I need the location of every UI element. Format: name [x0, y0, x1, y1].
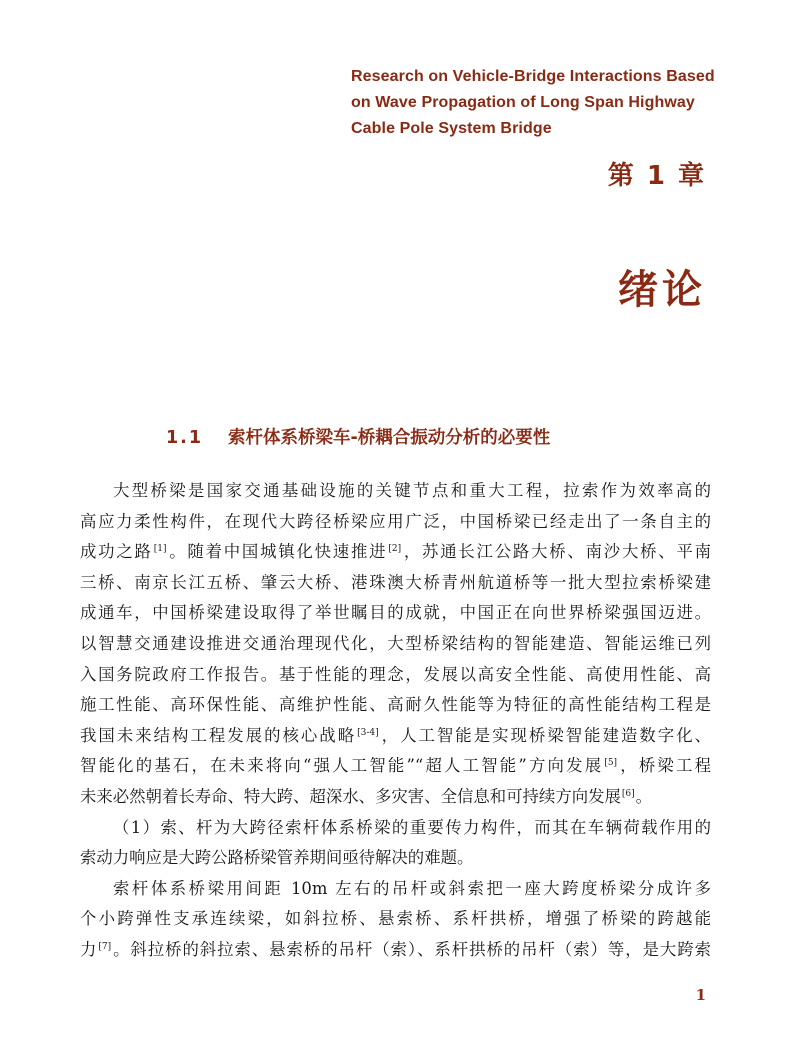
text-run: 。斜拉桥的斜拉索、悬索桥的吊杆（索）、系杆拱桥的吊杆（索）等，是大跨索	[112, 939, 711, 959]
paragraph-3-line-2	[80, 904, 711, 935]
text-run: 成功之路	[80, 542, 153, 562]
paragraph-1-line-1	[80, 476, 711, 507]
citation-ref-2: [2]	[388, 544, 402, 555]
citation-ref-6: [6]	[621, 788, 635, 799]
citation-ref-3-4: [3-4]	[357, 727, 379, 738]
citation-ref-7: [7]	[98, 941, 112, 952]
text-run: 成通车，中国桥梁建设取得了举世瞩目的成就，中国正在向世界桥梁强国迈进。	[80, 603, 711, 623]
paragraph-1-line-8	[80, 690, 711, 721]
paragraph-3-line-1	[80, 874, 711, 905]
text-run: ，人工智能是实现桥梁智能建造数字化、	[379, 725, 712, 745]
paragraph-2-line-2	[80, 843, 711, 874]
text-run: 入国务院政府工作报告。基于性能的理念，发展以高安全性能、高使用性能、高	[80, 664, 711, 684]
text-run: 。随着中国城镇化快速推进	[167, 542, 388, 562]
text-run: ，桥梁工程	[618, 756, 711, 776]
paragraph-1-line-5	[80, 598, 711, 629]
section-heading	[166, 424, 550, 449]
text-run: 索杆体系桥梁用间距 10m 左右的吊杆或斜索把一座大跨度桥梁分成许多	[113, 878, 711, 898]
paragraph-1-line-9	[80, 721, 711, 752]
text-run: 未来必然朝着长寿命、特大跨、超深水、多灾害、全信息和可持续方向发展	[80, 786, 621, 806]
running-head-line-1: Research on Vehicle-Bridge Interactions Based	[351, 68, 715, 85]
body-text	[80, 476, 711, 966]
section-title: 索杆体系桥梁车-桥耦合振动分析的必要性	[228, 428, 551, 448]
paragraph-2-line-1	[80, 813, 711, 844]
text-run: 力	[80, 939, 98, 959]
paragraph-3-line-3	[80, 935, 711, 966]
paragraph-1-line-2	[80, 507, 711, 538]
paragraph-1-line-3	[80, 537, 711, 568]
running-head-line-2: on Wave Propagation of Long Span Highway	[351, 94, 695, 111]
citation-ref-5: [5]	[604, 758, 618, 769]
text-run: 大型桥梁是国家交通基础设施的关键节点和重大工程，拉索作为效率高的	[113, 481, 711, 500]
text-run: ，苏通长江公路大桥、南沙大桥、平南	[402, 542, 712, 562]
text-run: 以智慧交通建设推进交通治理现代化，大型桥梁结构的智能建造、智能运维已列	[80, 633, 711, 653]
text-run: 。	[635, 786, 653, 806]
paragraph-1-line-6	[80, 629, 711, 660]
running-head-line-3: Cable Pole System Bridge	[351, 120, 552, 137]
text-run: 个小跨弹性支承连续梁，如斜拉桥、悬索桥、系杆拱桥，增强了桥梁的跨越能	[80, 909, 711, 929]
text-run: 索动力响应是大跨公路桥梁管养期间亟待解决的难题。	[80, 848, 474, 868]
text-run: 我国未来结构工程发展的核心战略	[80, 725, 357, 745]
paragraph-1-line-11	[80, 782, 711, 813]
section-number: 1.1	[166, 428, 204, 448]
running-head	[351, 64, 771, 142]
text-run: 施工性能、高环保性能、高维护性能、高耐久性能等为特征的高性能结构工程是	[80, 695, 711, 715]
text-run: 智能化的基石，在未来将向“强人工智能”“超人工智能”方向发展	[80, 756, 604, 776]
chapter-label: 第 1 章	[607, 161, 706, 191]
chapter-title: 绪论	[618, 267, 706, 313]
page-number: 1	[695, 986, 706, 1004]
text-run: 高应力柔性构件，在现代大跨径桥梁应用广泛，中国桥梁已经走出了一条自主的	[80, 511, 711, 531]
text-run: （1）索、杆为大跨径索杆体系桥梁的重要传力构件，而其在车辆荷载作用的	[113, 817, 711, 837]
paragraph-1-line-7	[80, 660, 711, 691]
text-run: 三桥、南京长江五桥、肇云大桥、港珠澳大桥青州航道桥等一批大型拉索桥梁建	[80, 572, 711, 592]
paragraph-1-line-4	[80, 568, 711, 599]
paragraph-1-line-10	[80, 751, 711, 782]
citation-ref-1: [1]	[153, 544, 167, 555]
